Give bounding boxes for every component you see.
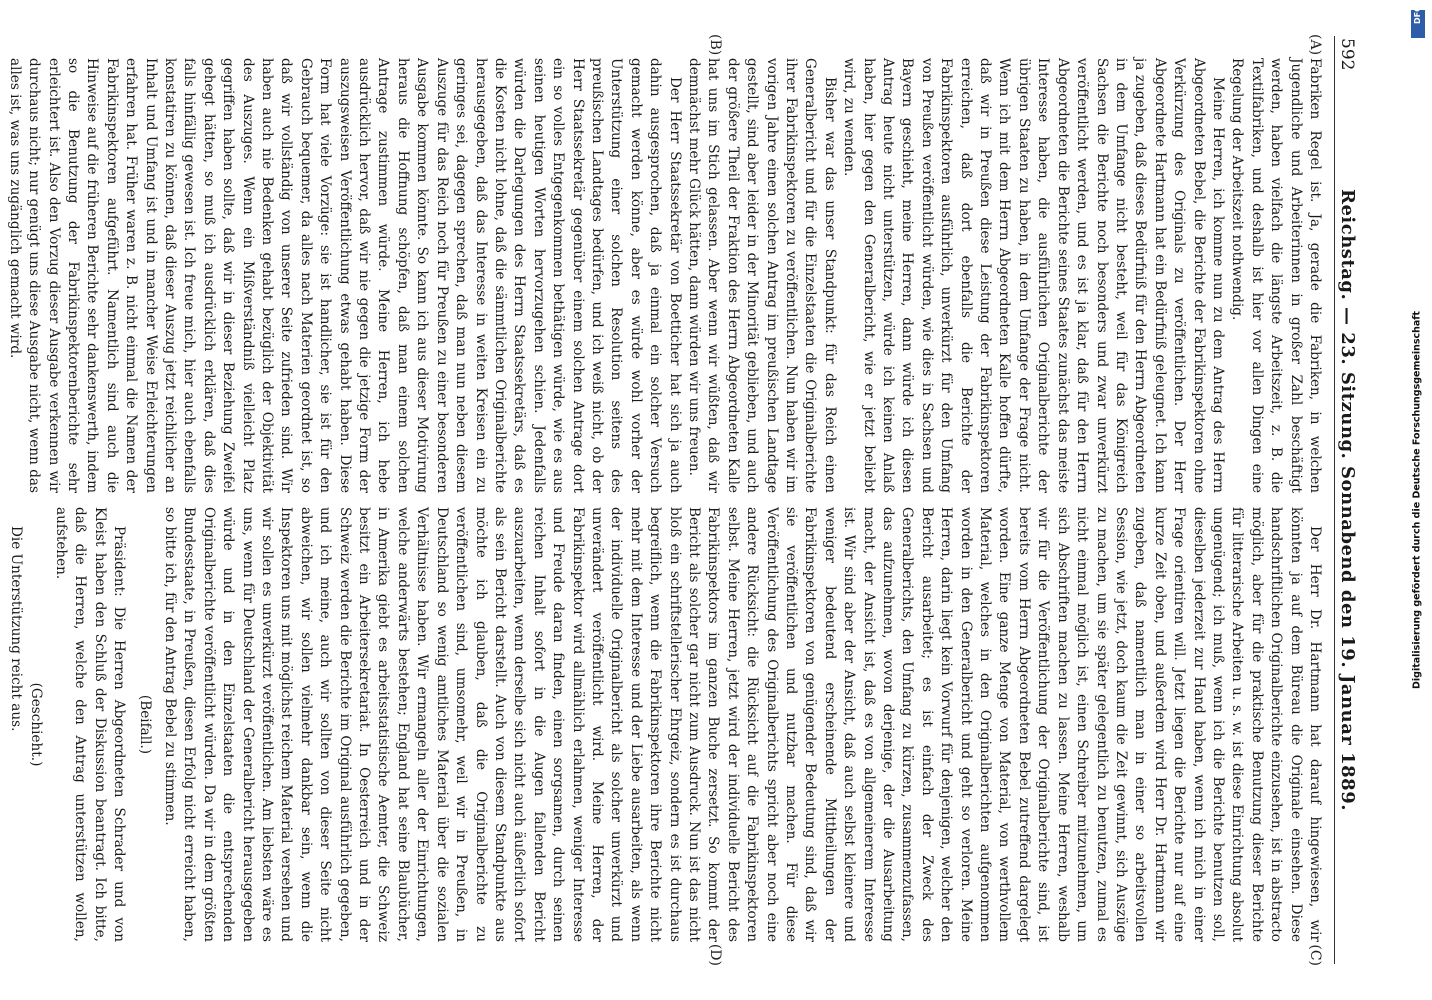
rotated-document <box>6 30 1361 970</box>
page-header <box>1334 36 1361 964</box>
paragraph: Die Unterstützung reicht aus. <box>8 526 25 732</box>
applause-note: (Beifall.) <box>136 694 153 755</box>
left-column <box>6 34 1324 493</box>
paragraph: Der Herr Staatssekretär von Boetticher hat sich ja auch dahin ausgesprochen, daß ja einmal ein solcher Versuch gemacht werden könne, aber es würde wohl vorher der Unterstützung einer solchen Resolution seitens des preußischen Landtages bedürfen, und ich weiß nicht, ob der Herr Staatssekretär gegenüber einem solchen Antrage dort ein so volles Entgegenkommen bethätigen würde, wie es aus seinen heutigen Worten hervorzugehen schien. Jedenfalls würden die Darlegungen des Herrn Staatssekretärs, daß es die Kosten nicht lohne, daß die sämmtlichen Originalberichte herausgegeben, daß das Interesse in weiten Kreisen ein zu geringes sei, dagegen sprechen, daß man nun neben diesem Auszuge für das Reich noch für Preußen zu einer besonderen Ausgabe kommen könnte. So kann ich aus dieser Motivirung heraus die Hoffnung schöpfen, daß man einem solchen Antrage zustimmen würde. Meine Herren, ich hebe ausdrücklich hervor, daß wir nie gegen die jetzige Form der auszugsweisen Veröffentlichung etwas gehabt haben. Diese Form hat viele Vorzüge: sie ist handlicher, sie ist für den Gebrauch bequemer, da alles nach Materien geordnet ist, so daß wir vollständig von unserer Seite zufrieden sind. Wir haben auch nie Bedenken gehabt bezüglich der Objektivität des Auszuges. Wenn ein Mißverständniß vielleicht Platz gegriffen haben sollte, daß wir in dieser Beziehung Zweifel gehegt hätten, so muß ich ausdrücklich erklären, daß dies falls hinfällig gewesen ist. Ich freue mich, hier auch ebenfalls konstatiren zu können, daß dieser Auszug jetzt reichlicher an Inhalt und Umfang ist und in mancher Weise Erleichterungen erfahren hat. Früher waren z. B. nicht einmal die Namen der Fabrikinspektoren aufgeführt. Namentlich sind auch die Hinweise auf die früheren Berichte sehr dankenswerth, indem so die Benutzung der Fabrikinspektorenberichte sehr erleichtert ist. Also den Vorzug dieser Ausgabe verkennen wir durchaus nicht; nur genügt uns diese Ausgabe nicht, wenn das alles ist, was uns zugänglich gemacht wird. <box>6 58 683 493</box>
margin-label-c: (C) <box>1307 944 1323 966</box>
margin-label-b: (B) <box>707 34 723 56</box>
paragraph: Fabriken Regel ist. Ja, gerade die Fabriken, in welchen Jugendliche und Arbeiterinnen in großer Zahl beschäftigt werden, haben vielfach die längste Arbeitszeit, z. B. die Textilfabriken, und deshalb ist hier vor allen Dingen eine Regelung der Arbeitszeit nothwendig. <box>1229 58 1323 493</box>
page-number: 592 <box>1337 38 1357 71</box>
margin-label-d: (D) <box>707 943 723 966</box>
dfg-badge-label: DFG <box>1413 5 1422 24</box>
president-statement: Präsident: Die Herren Abgeordneten Schrader und von Kleist haben den Schluß der Diskussion beantragt. Ich bitte, daß die Herren, welche den Antrag unterstützen wollen, aufstehen. <box>53 507 128 942</box>
text-columns <box>6 34 1324 966</box>
dfg-notice <box>1404 0 1430 1000</box>
dfg-funding-text: Digitalisierung gefördert durch die Deutsche Forschungsgemeinschaft <box>1411 311 1423 689</box>
procedure-note: (Geschieht.) <box>27 682 44 767</box>
paragraph: Meine Herren, ich komme nun zu dem Antrag des Herrn Abgeordneten Bebel, die Berichte der Fabrikinspektoren ohne Verkürzung des Originals zu veröffentlichen. Der Herr Abgeordnete Hartmann hat ein Bedürfniß geleugnet. Ich kann ja zugeben, daß dieses Bedürfniß für den Herrn Abgeordneten in dem Umfange nicht besteht, weil für das Königreich Sachsen die Berichte noch besonders und zwar unverkürzt veröffentlicht werden, und es ist ja klar, daß für den Herrn Abgeordneten die Berichte seines Staates zunächst das meiste Interesse haben, die ausführlichen Originalberichte der übrigen Staaten zu haben, in dem Umfange der Frage nicht. Wenn ich mit dem Herrn Abgeordneten Kalle hoffen dürfte, daß wir in Preußen diese Leistung der Fabrikinspektoren erreichen, daß dort ebenfalls die Berichte der Fabrikinspektoren ausführlich, unverkürzt für den Umfang von Preußen veröffentlicht würden, wie dies in Sachsen und Bayern geschieht, meine Herren, dann würde ich diesen Antrag heute nicht unterstützen, würde ich keinen Anlaß haben, hier gegen den Generalbericht, wie er jetzt beliebt wird, zu wenden. <box>841 58 1226 493</box>
right-column <box>8 507 1324 966</box>
margin-label-a: (A) <box>1307 34 1323 56</box>
running-title: Reichstag. — 23. Sitzung. Sonnabend den 19. Januar 1889. <box>1337 189 1358 811</box>
dfg-logo-badge <box>1411 5 1425 38</box>
paragraph: Bisher war das unser Standpunkt: für das Reich einen Generalbericht und für die Einzelstaaten die Originalberichte ihrer Fabrikinspektoren zu veröffentlichen. Nun haben wir im vorigen Jahre einen solchen Antrag im preußischen Landtage gestellt, sind aber leider in der Minorität geblieben, und auch der größere Theil der Fraktion des Herrn Abgeordneten Kalle hat uns im Stich gelassen. Aber wenn wir wüßten, daß wir demnächst mehr Glück hätten, dann würden wir uns freuen. <box>686 58 838 493</box>
paragraph: Der Herr Dr. Hartmann hat darauf hingewiesen, wir könnten ja auf dem Büreau die Originale einsehen. Diese handschriftlichen Originalberichte einzusehen, ist in abstracto möglich, aber für die praktische Benutzung dieser Berichte für litterarische Arbeiten u. s. w. ist diese Einrichtung absolut ungenügend; ich muß, wenn ich die Berichte benutzen soll, dieselben jederzeit zur Hand haben, wenn ich mich in einer Frage orientiren will. Jetzt liegen die Berichte nur auf eine kurze Zeit oben, und außerdem wird Herr Dr. Hartmann wir zugeben, daß namentlich man in einer so arbeitsvollen Session, wie jetzt, doch kaum die Zeit gewinnt, sich Auszüge zu machen, um sie später gelegentlich zu benutzen, zumal es nicht einmal möglich ist, einen Schreiber mitzunehmen, um sich Abschriften machen zu lassen. Meine Herren, weshalb wir für die Veröffentlichung der Originalberichte sind, ist bereits vom Herrn Abgeordneten Bebel zutreffend dargelegt worden. Eine ganze Menge von Material, von werthvollem Material, welches in den Originalberichten aufgenommen worden in den Generalbericht und geht so verloren. Meine Herren, darin liegt kein Vorwurf für denjenigen, welcher den Bericht ausarbeitet; es ist einfach der Zweck des Generalberichts, den Umfang zu kürzen, zusammenzufassen, das aufzunehmen, wovon derjenige, der die Ausarbeitung macht, der Ansicht ist, daß es von allgemeinerem Interesse ist. Wir sind aber der Ansicht, daß auch selbst kleinere und weniger bedeutend erscheinende Mittheilungen der Fabrikinspektoren von genügender Bedeutung sind, daß wir sie veröffentlichen und nutzbar machen. Für diese Veröffentlichung des Originalberichts spricht aber noch eine andere Rücksicht: die Rücksicht auf die Fabrikinspektoren selbst. Meine Herren, jetzt wird der individuelle Bericht des Fabrikinspektors im ganzen Buche zersetzt. So kommt der Bericht als solcher gar nicht zum Ausdruck. Nun ist das nicht bloß ein schriftstellerischer Ehrgeiz, sondern es ist durchaus begreiflich, wenn die Fabrikinspektoren ihre Berichte nicht mehr mit dem Interesse und der Liebe ausarbeiten, als wenn der individuelle Originalbericht als solcher unverkürzt und unverändert veröffentlicht wird. Meine Herren, der Fabrikinspektor wird allmählich erlahmen, weniger Interesse und Freude daran finden, einen sorgsamen, durch seinen reichen Inhalt sofort in die Augen fallenden Bericht auszuarbeiten, wenn derselbe sich nicht auch äußerlich sofort als sein Bericht darstellt. Auch von diesem Standpunkte aus möchte ich glauben, daß die Originalberichte zu veröffentlichen sind, umsomehr, weil wir in Preußen, in Deutschland so wenig amtliches Material über die sozialen Verhältnisse haben. Wir ermangeln aller der Einrichtungen, welche anderwärts bestehen; England hat seine Blaubücher, in Amerika giebt es arbeitsstatistische Aemter, die Schweiz besitzt ein Arbeitersekretariat. In Oesterreich und in der Schweiz werden die Berichte im Original ausführlich gegeben, und ich meine, auch wir sollten von dieser Seite nicht abweichen, wir sollen vielmehr dankbar sein, wenn die Inspektoren uns mit möglichst reichem Material versehen und wir sollen es unverkürzt veröffentlichen. Am liebsten wäre es uns, wenn für Deutschland der Generalbericht herausgegeben würde und in den Einzelstaaten die entsprechenden Originalberichte veröffentlicht würden. Da wir in dem größten Bundesstaate, in Preußen, diesen Erfolg nicht erreicht haben, so bitte ich, für den Antrag Bebel zu stimmen. <box>162 507 1323 942</box>
